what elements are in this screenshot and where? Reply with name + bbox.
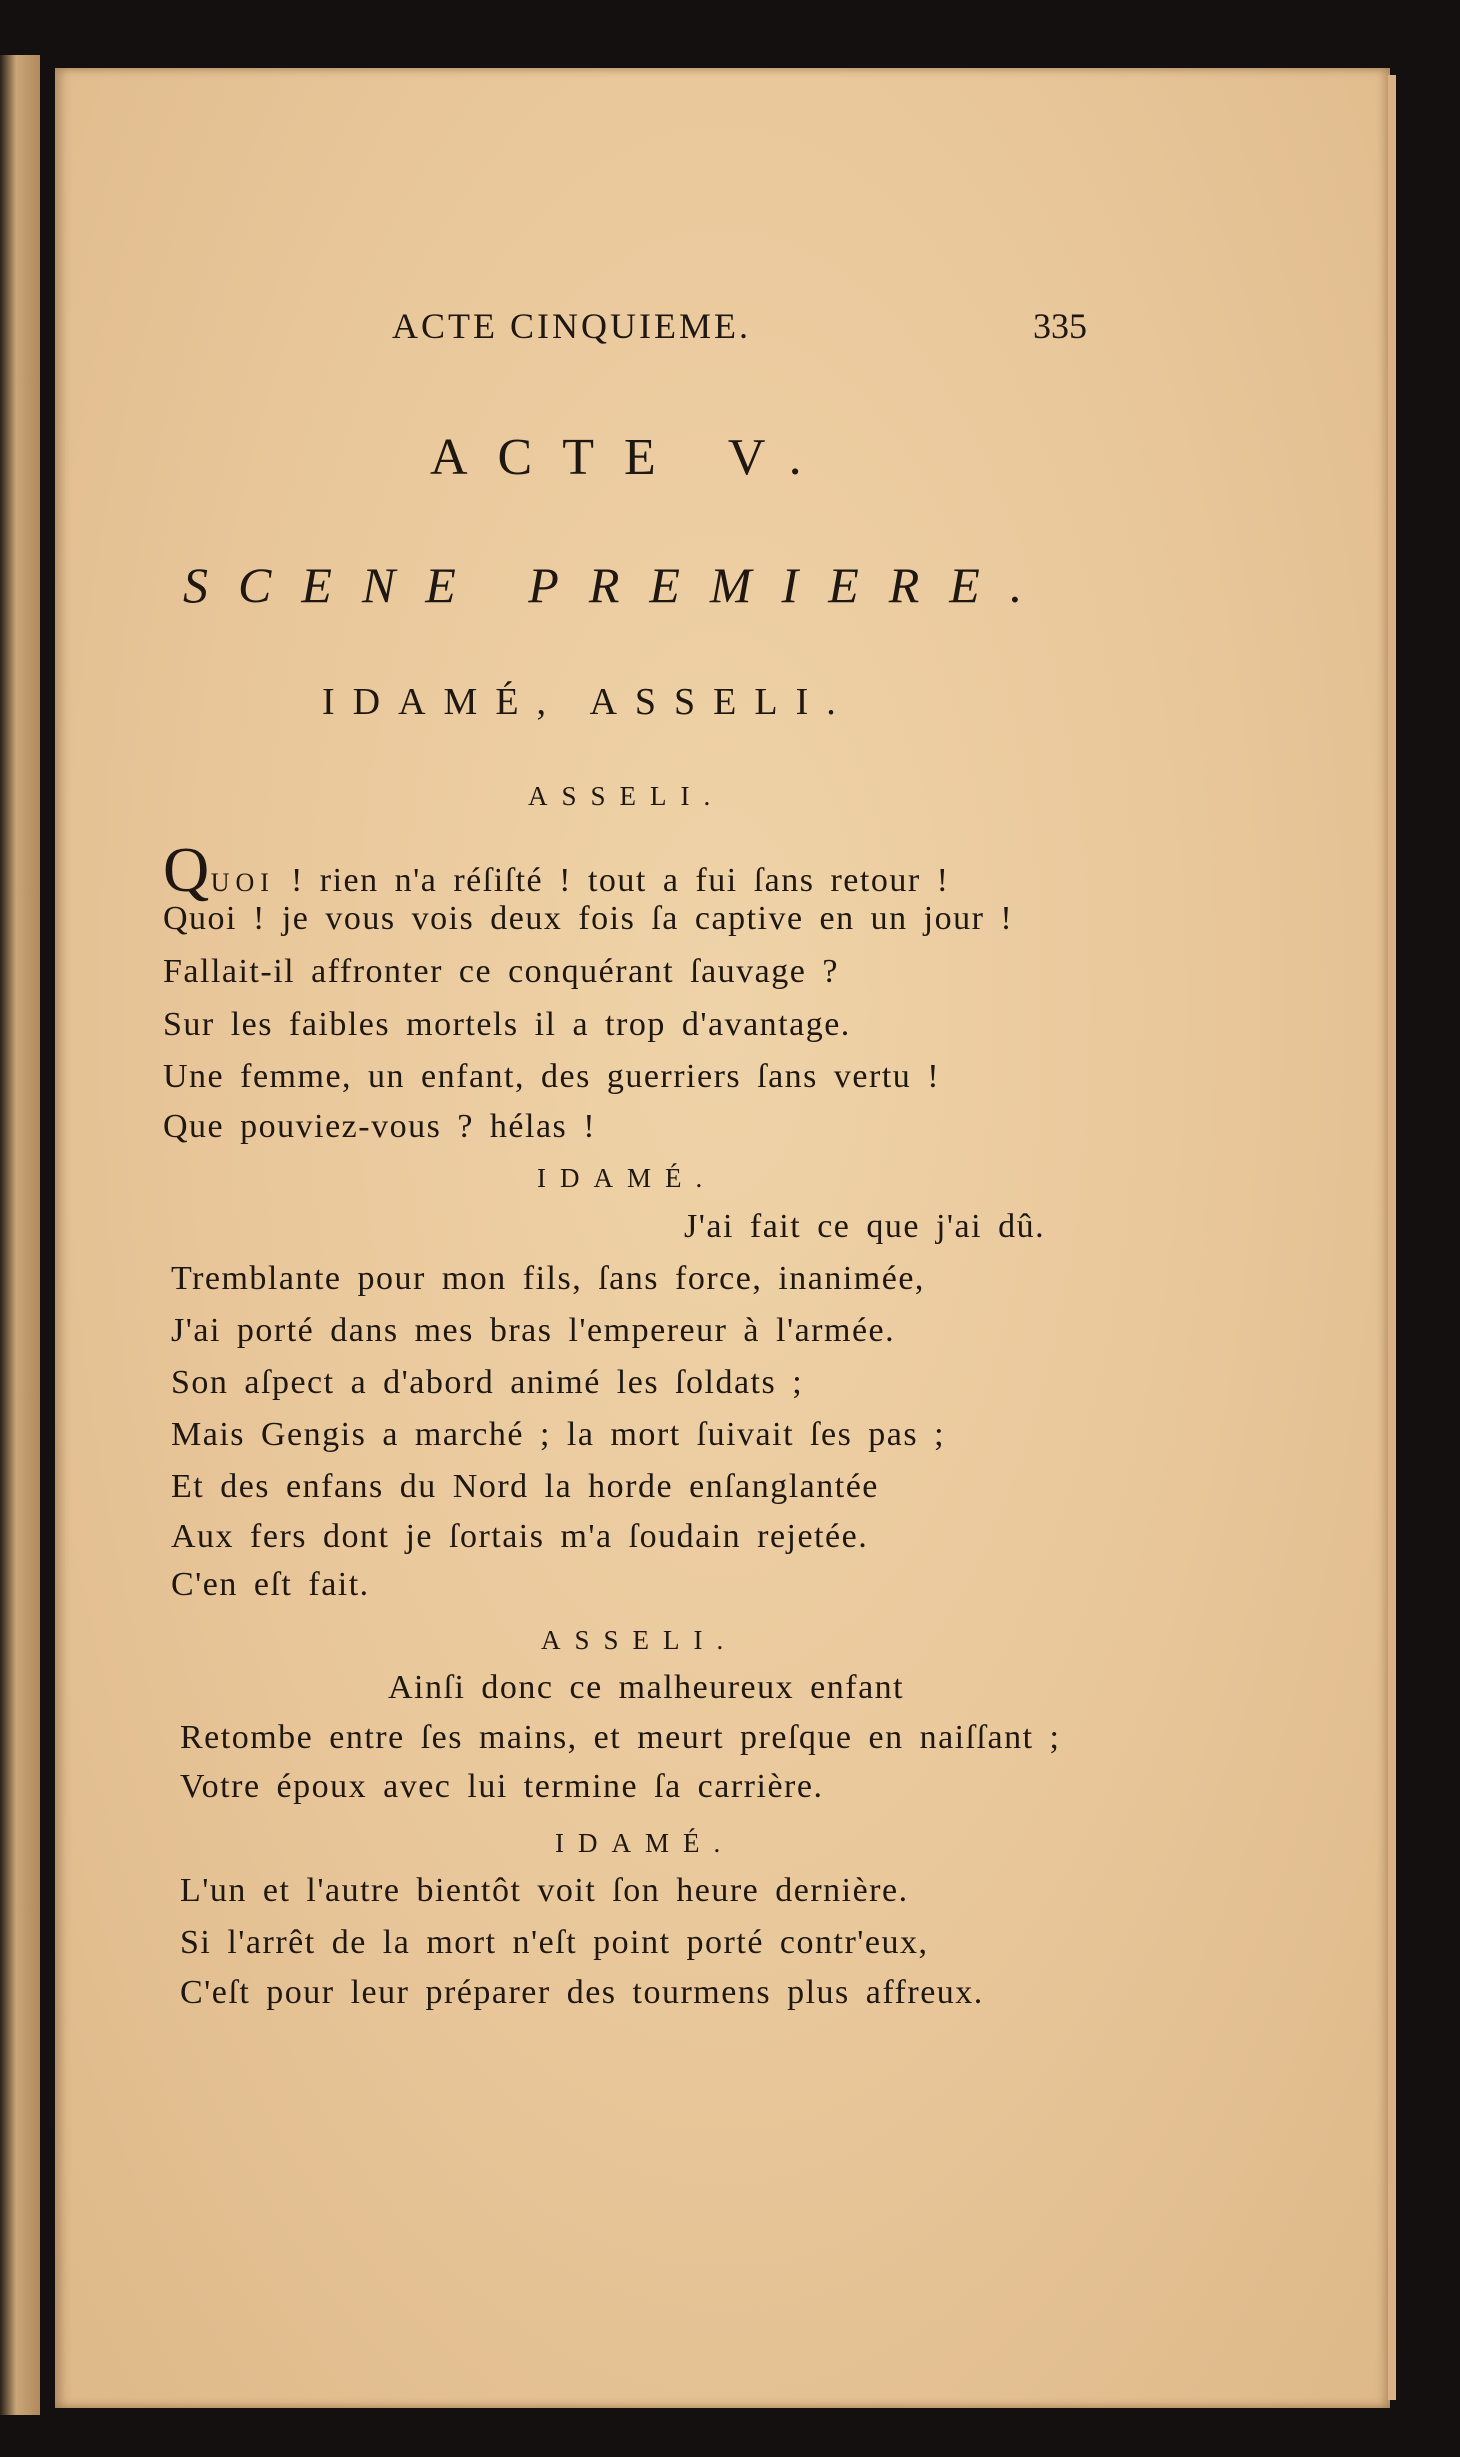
- verse-line: Quoi ! je vous vois deux fois ſa captive en un jour !: [163, 900, 1014, 937]
- running-header: ACTE CINQUIEME.: [392, 306, 751, 346]
- verse-line: Votre époux avec lui termine ſa carrière.: [180, 1768, 824, 1805]
- verse-line: C'en eſt fait.: [171, 1566, 370, 1603]
- facing-page-edge: [0, 55, 40, 2415]
- page-number: 335: [1033, 306, 1087, 346]
- verse-line: Une femme, un enfant, des guerriers ſans vertu !: [163, 1058, 941, 1095]
- page-edge: [1388, 75, 1396, 2400]
- act-title: ACTE V.: [430, 429, 832, 486]
- verse-line: Retombe entre ſes mains, et meurt preſque en naiſſant ;: [180, 1719, 1061, 1756]
- verse-line: C'eſt pour leur préparer des tourmens plus affreux.: [180, 1974, 984, 2011]
- verse-line: Si l'arrêt de la mort n'eſt point porté contr'eux,: [180, 1924, 929, 1961]
- speaker-label: IDAMÉ.: [555, 1828, 735, 1858]
- verse-line: Mais Gengis a marché ; la mort ſuivait ſes pas ;: [171, 1416, 946, 1453]
- verse-line: Et des enfans du Nord la horde enſanglantée: [171, 1468, 879, 1505]
- verse-line: Ainſi donc ce malheureux enfant: [388, 1669, 905, 1706]
- verse-line: Fallait-il affronter ce conquérant ſauvage ?: [163, 953, 839, 990]
- character-list: IDAMÉ, ASSELI.: [322, 681, 854, 723]
- verse-line: Sur les faibles mortels il a trop d'avantage.: [163, 1006, 851, 1043]
- verse-line: Tremblante pour mon fils, ſans force, inanimée,: [171, 1260, 925, 1297]
- verse-line: Que pouviez-vous ? hélas !: [163, 1108, 597, 1145]
- verse-text: ! rien n'a réſiſté ! tout a fui ſans retour !: [290, 862, 950, 899]
- verse-line: J'ai porté dans mes bras l'empereur à l'armée.: [171, 1312, 896, 1349]
- speaker-label: IDAMÉ.: [537, 1163, 717, 1193]
- scene-title: SCENE PREMIERE.: [183, 557, 1053, 613]
- speaker-label: ASSELI.: [528, 781, 725, 811]
- drop-cap: Q: [163, 834, 211, 905]
- speaker-label: ASSELI.: [541, 1625, 738, 1655]
- verse-line: Son aſpect a d'abord animé les ſoldats ;: [171, 1364, 804, 1401]
- verse-line: J'ai fait ce que j'ai dû.: [684, 1208, 1046, 1245]
- verse-line: [163, 834, 950, 905]
- verse-line: Aux fers dont je ſortais m'a ſoudain rejetée.: [171, 1518, 869, 1555]
- small-caps: UOI: [210, 868, 275, 897]
- verse-line: L'un et l'autre bientôt voit ſon heure dernière.: [180, 1872, 909, 1909]
